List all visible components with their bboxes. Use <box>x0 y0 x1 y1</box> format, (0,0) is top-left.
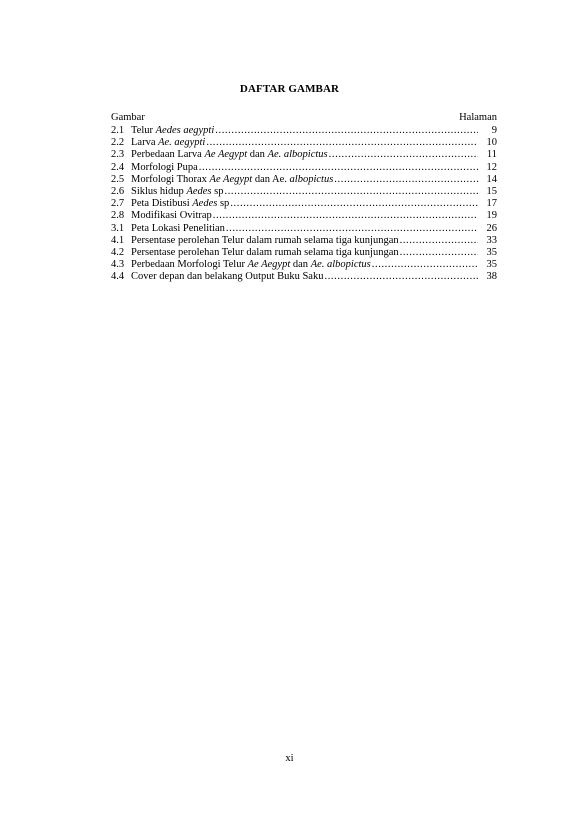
page-ref: 10 <box>486 137 497 149</box>
dot-leader <box>372 259 478 271</box>
caption-fragment: Morfologi Pupa <box>131 161 198 173</box>
figure-caption <box>131 149 328 161</box>
page-ref: 15 <box>486 185 497 197</box>
caption-fragment: albopictus <box>289 173 334 185</box>
page-title: DAFTAR GAMBAR <box>239 83 340 95</box>
caption-fragment: Ae Aegypt <box>247 259 291 271</box>
figure-caption <box>131 125 214 137</box>
page-ref: 9 <box>491 125 497 136</box>
page-ref: 35 <box>486 259 497 271</box>
dot-leader <box>224 186 478 198</box>
figure-caption <box>131 210 212 222</box>
caption-fragment: dan Ae. <box>252 173 290 185</box>
dot-leader <box>400 235 478 247</box>
caption-fragment: Larva <box>131 137 159 149</box>
page-ref: 17 <box>486 198 497 210</box>
figure-number: 2.6 <box>111 185 125 197</box>
dot-leader <box>199 162 478 174</box>
page-ref: 11 <box>486 149 497 161</box>
page-ref: 14 <box>486 173 497 185</box>
column-header-gambar: Gambar <box>111 112 145 123</box>
figure-caption <box>131 174 333 186</box>
dot-leader <box>334 174 478 186</box>
caption-fragment: Ae Aegypt <box>209 173 253 185</box>
figure-caption <box>131 223 225 235</box>
page-number: xi <box>285 753 294 764</box>
caption-fragment: Ae. albopictus <box>267 149 328 161</box>
caption-fragment: dan <box>247 149 268 161</box>
figure-number: 2.3 <box>111 149 125 161</box>
column-header-halaman: Halaman <box>459 112 497 123</box>
figure-number: 3.1 <box>111 222 125 234</box>
list-item[interactable] <box>111 149 497 161</box>
list-item[interactable] <box>111 223 497 235</box>
list-item[interactable] <box>111 210 497 222</box>
figure-number: 4.3 <box>111 259 125 271</box>
dot-leader <box>213 210 478 222</box>
caption-fragment: Peta Lokasi Penelitian <box>131 222 225 234</box>
caption-fragment: Peta Distibusi <box>131 198 193 210</box>
caption-fragment: Aedes <box>186 185 212 197</box>
list-item[interactable] <box>111 271 497 283</box>
figure-number: 4.1 <box>111 234 125 246</box>
list-item[interactable] <box>111 186 497 198</box>
caption-fragment: Ae. albopictus <box>310 259 371 271</box>
caption-fragment: Aedes <box>192 198 218 210</box>
toc-header <box>111 112 497 123</box>
caption-fragment: Ae Aegypt <box>204 149 248 161</box>
figure-number: 2.8 <box>111 210 125 222</box>
figure-caption <box>131 162 198 174</box>
list-item[interactable] <box>111 235 497 247</box>
caption-fragment: Cover depan dan belakang Output Buku Saku <box>131 271 324 283</box>
list-item[interactable] <box>111 125 497 137</box>
caption-fragment: Aedes aegypti <box>155 125 215 136</box>
dot-leader <box>400 247 478 259</box>
list-item[interactable] <box>111 162 497 174</box>
caption-fragment: Perbedaan Larva <box>131 149 205 161</box>
list-item[interactable] <box>111 247 497 259</box>
caption-fragment: Persentase perolehan Telur dalam rumah selama tiga kunjungan <box>131 234 399 246</box>
figure-caption <box>131 271 323 283</box>
caption-fragment: Telur <box>131 125 156 136</box>
dot-leader <box>206 137 478 149</box>
caption-fragment: Morfologi Thorax <box>131 173 210 185</box>
figure-caption <box>131 137 205 149</box>
page-ref: 12 <box>486 161 497 173</box>
caption-fragment: Persentase perolehan Telur dalam rumah selama tiga kunjungan <box>131 246 399 258</box>
caption-fragment: Perbedaan Morfologi Telur <box>131 259 248 271</box>
figure-caption <box>131 186 223 198</box>
list-item[interactable] <box>111 259 497 271</box>
page-ref: 19 <box>486 210 497 222</box>
page-ref: 35 <box>486 246 497 258</box>
caption-fragment: Ae. aegypti <box>158 137 206 149</box>
dot-leader <box>226 223 478 235</box>
list-item[interactable] <box>111 137 497 149</box>
figure-number: 4.4 <box>111 271 125 283</box>
list-item[interactable] <box>111 198 497 210</box>
caption-fragment: dan <box>290 259 311 271</box>
figure-number: 2.2 <box>111 137 125 149</box>
dot-leader <box>230 198 478 210</box>
caption-fragment: Modifikasi Ovitrap <box>131 210 212 222</box>
page-ref: 33 <box>486 234 497 246</box>
figure-list <box>111 125 497 283</box>
figure-caption <box>131 247 399 259</box>
dot-leader <box>324 271 478 283</box>
dot-leader <box>329 149 478 161</box>
caption-fragment: sp <box>217 198 230 210</box>
list-item[interactable] <box>111 174 497 186</box>
page-ref: 26 <box>486 222 497 234</box>
figure-caption <box>131 198 229 210</box>
figure-caption <box>131 259 371 271</box>
dot-leader <box>215 125 478 137</box>
caption-fragment: sp <box>211 185 224 197</box>
figure-number: 2.4 <box>111 161 125 173</box>
figure-number: 2.7 <box>111 198 125 210</box>
page-ref: 38 <box>486 271 497 283</box>
figure-caption <box>131 235 399 247</box>
caption-fragment: Siklus hidup <box>131 185 187 197</box>
figure-number: 2.1 <box>111 125 125 136</box>
figure-number: 4.2 <box>111 246 125 258</box>
figure-number: 2.5 <box>111 173 125 185</box>
